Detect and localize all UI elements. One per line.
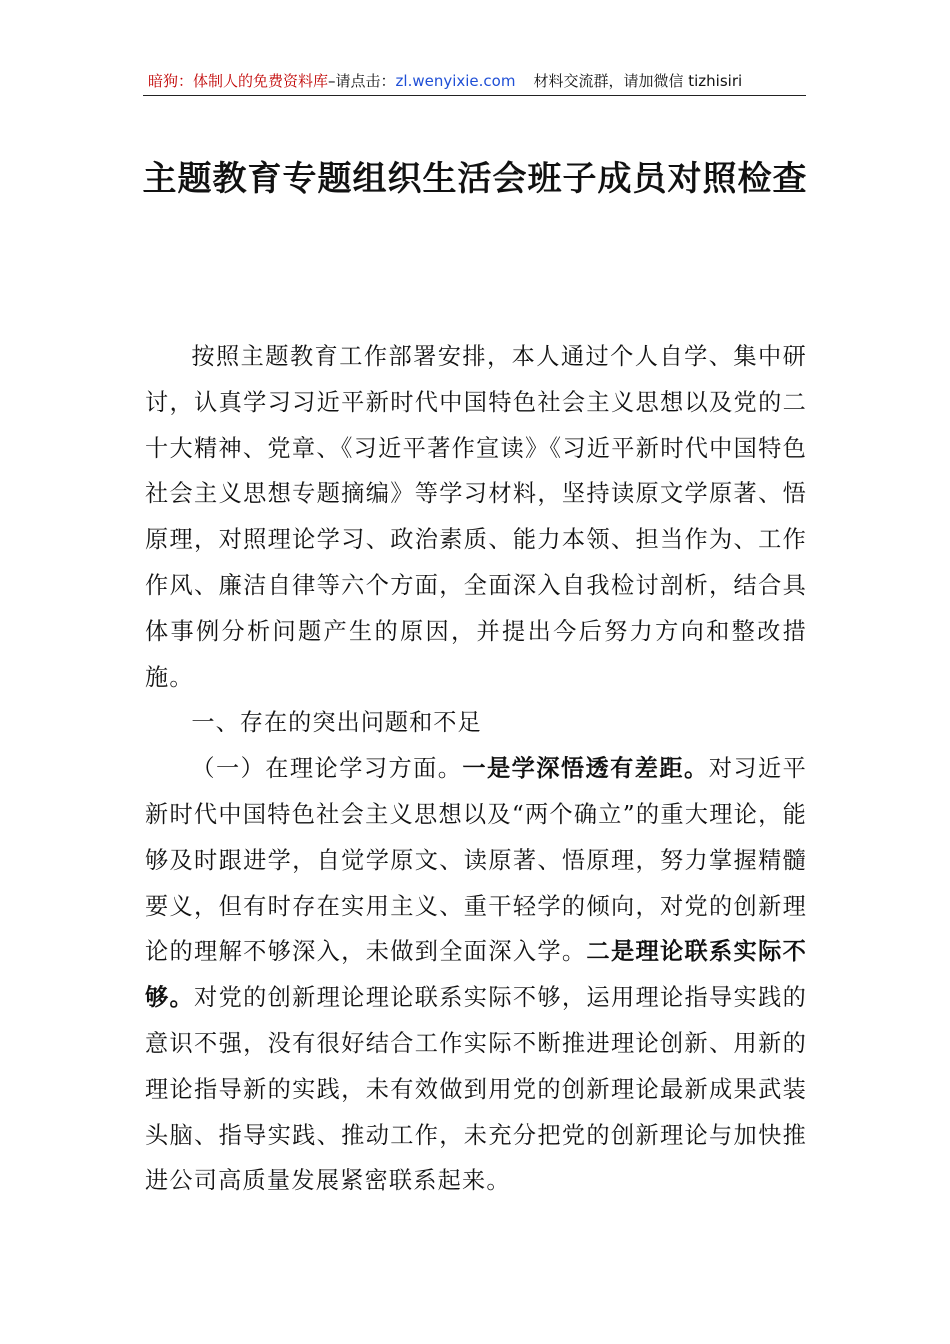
- document-body: [145, 334, 807, 1204]
- section-heading: 一、存在的突出问题和不足: [191, 709, 482, 737]
- point-one-text: 对习近平新时代中国特色社会主义思想以及“两个确立”的重大理论，能够及时跟进学，自觉学原文、读原著、悟原理，努力掌握精髓要义，但有时存在实用主义、重干轻学的倾向，对党的创新理论的理解不够深入，未做到全面深入学。: [145, 755, 807, 966]
- theory-study-paragraph: [145, 746, 807, 1204]
- header-wechat-text: 材料交流群，请加微信 tizhisiri: [533, 72, 743, 90]
- header-divider: [143, 95, 806, 96]
- header-link[interactable]: zl.wenyixie.com: [395, 72, 516, 90]
- intro-paragraph: 按照主题教育工作部署安排，本人通过个人自学、集中研讨，认真学习习近平新时代中国特色社会主义思想以及党的二十大精神、党章、《习近平著作宣读》《习近平新时代中国特色社会主义思想专题摘编》等学习材料，坚持读原文学原著、悟原理，对照理论学习、政治素质、能力本领、担当作为、工作作风、廉洁自律等六个方面，全面深入自我检讨剖析，结合具体事例分析问题产生的原因，并提出今后努力方向和整改措施。: [145, 343, 807, 691]
- page-header: [148, 64, 806, 98]
- subsection-label: （一）在理论学习方面。: [191, 755, 463, 783]
- header-click-text: –请点击：: [328, 72, 396, 90]
- point-one-title: 一是学深悟透有差距。: [462, 755, 709, 783]
- point-two-text: 对党的创新理论理论联系实际不够，运用理论指导实践的意识不强，没有很好结合工作实际不断推进理论创新、用新的理论指导新的实践，未有效做到用党的创新理论最新成果武装头脑、指导实践、推动工作，未充分把党的创新理论与加快推进公司高质量发展紧密联系起来。: [145, 984, 807, 1195]
- header-source-text: 暗狗：体制人的免费资料库: [148, 72, 329, 90]
- point-two-title: 二是理论联系实际不够。: [145, 938, 807, 1012]
- document-title: 主题教育专题组织生活会班子成员对照检查: [142, 159, 808, 199]
